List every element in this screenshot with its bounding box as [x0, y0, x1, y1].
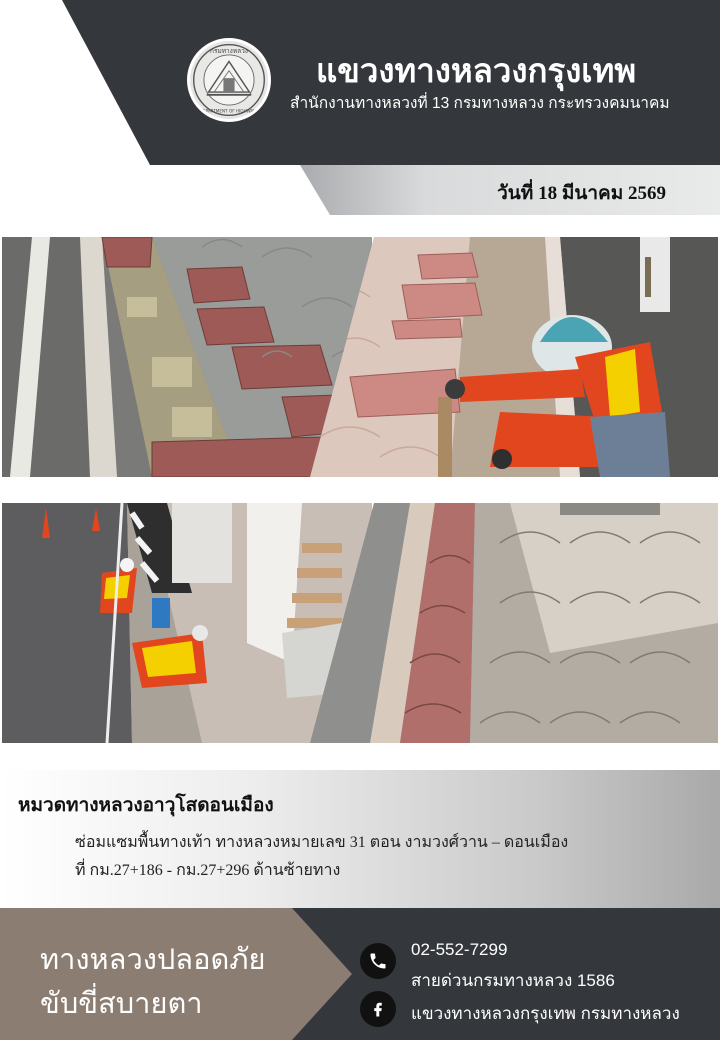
- facebook-page-link[interactable]: แขวงทางหลวงกรุงเทพ กรมทางหลวง: [411, 1004, 680, 1023]
- seal-icon: [190, 41, 268, 119]
- work-location: ที่ กม.27+186 - กม.27+296 ด้านซ้ายทาง: [75, 862, 341, 879]
- work-description: ซ่อมแซมพื้นทางเท้า ทางหลวงหมายเลข 31 ตอน งามวงศ์วาน – ดอนเมือง: [75, 834, 569, 851]
- section-title: หมวดทางหลวงอาวุโสดอนเมือง: [18, 795, 274, 816]
- page-subtitle: สำนักงานทางหลวงที่ 13 กรมทางหลวง กระทรวงคมนาคม: [290, 95, 670, 112]
- report-date: วันที่ 18 มีนาคม 2569: [497, 183, 666, 204]
- page-title: แขวงทางหลวงกรุงเทพ: [316, 52, 637, 89]
- slogan-line-2: ขับขี่สบายตา: [40, 988, 203, 1020]
- department-logo: [187, 38, 271, 122]
- logo-text: กรมทางหลวง: [210, 47, 248, 56]
- finished-sidewalk-photo: [310, 503, 718, 743]
- facebook-icon[interactable]: [360, 991, 396, 1027]
- hotline-text: สายด่วนกรมทางหลวง 1586: [411, 971, 615, 990]
- slogan-line-1: ทางหลวงปลอดภัย: [40, 944, 266, 976]
- logo-caption: DEPARTMENT OF HIGHWAYS: [199, 108, 259, 114]
- workers-roadside-photo: [2, 503, 372, 743]
- sidewalk-repair-photo-1: [2, 237, 372, 477]
- worker-laying-tiles-photo: [310, 237, 718, 477]
- phone-number: 02-552-7299: [411, 940, 508, 959]
- phone-icon: [360, 943, 396, 979]
